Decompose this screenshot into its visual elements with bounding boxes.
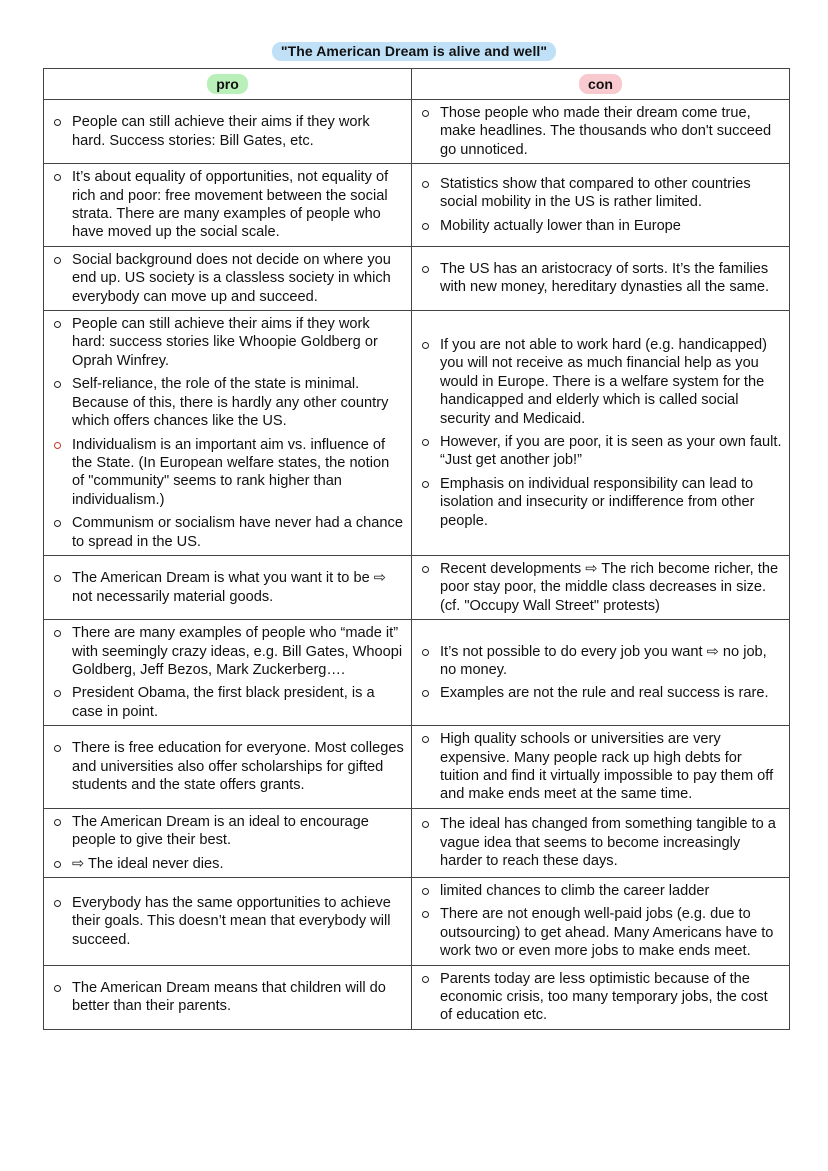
con-list	[420, 336, 783, 530]
list-item: Communism or socialism have never had a chance to spread in the US.	[52, 514, 405, 551]
list-item: High quality schools or universities are very expensive. Many people rack up high debts for tuition and find it virtually impossible to pay them off and make ends meet at the same time.	[420, 730, 783, 804]
con-cell	[412, 246, 790, 310]
con-list	[420, 882, 783, 961]
pro-cell	[44, 620, 412, 726]
con-header-label: con	[579, 74, 622, 94]
con-list	[420, 970, 783, 1025]
list-item: It’s not possible to do every job you want ⇨ no job, no money.	[420, 643, 783, 680]
pro-header-label: pro	[207, 74, 248, 94]
pro-cell	[44, 246, 412, 310]
pro-list	[52, 251, 405, 306]
list-item: People can still achieve their aims if they work hard: success stories like Whoopie Goldberg or Oprah Winfrey.	[52, 315, 405, 370]
list-item: Examples are not the rule and real success is rare.	[420, 684, 783, 702]
list-item: Recent developments ⇨ The rich become richer, the poor stay poor, the middle class decreases in size. (cf. "Occupy Wall Street" protests)	[420, 560, 783, 615]
con-cell	[412, 311, 790, 556]
table-row	[44, 878, 790, 966]
list-item: The American Dream is an ideal to encourage people to give their best.	[52, 813, 405, 850]
title-wrapper	[0, 42, 828, 61]
con-list	[420, 815, 783, 870]
table-row	[44, 965, 790, 1029]
pro-list	[52, 168, 405, 242]
pro-cell	[44, 100, 412, 164]
pro-list	[52, 894, 405, 949]
pro-cell	[44, 726, 412, 809]
list-item: Those people who made their dream come true, make headlines. The thousands who don't succeed go unnoticed.	[420, 104, 783, 159]
pro-list	[52, 739, 405, 794]
con-cell	[412, 620, 790, 726]
table-row	[44, 246, 790, 310]
table-header-row	[44, 69, 790, 100]
pro-list	[52, 315, 405, 551]
pro-column-header	[44, 69, 412, 100]
list-item: If you are not able to work hard (e.g. handicapped) you will not receive as much financial help as you would in Europe. There is a welfare system for the handicapped and elderly which is called social security and Medicaid.	[420, 336, 783, 428]
con-cell	[412, 808, 790, 877]
list-item: ⇨ The ideal never dies.	[52, 855, 405, 873]
table-body	[44, 100, 790, 1030]
con-cell	[412, 555, 790, 619]
con-list	[420, 643, 783, 703]
con-list	[420, 260, 783, 297]
pro-con-table	[43, 68, 790, 1030]
con-cell	[412, 164, 790, 247]
list-item: Self-reliance, the role of the state is minimal. Because of this, there is hardly any other country which offers chances like the US.	[52, 375, 405, 430]
table-row	[44, 808, 790, 877]
pro-cell	[44, 311, 412, 556]
con-cell	[412, 100, 790, 164]
page-title: "The American Dream is alive and well"	[272, 42, 556, 61]
list-item: President Obama, the first black president, is a case in point.	[52, 684, 405, 721]
list-item: The American Dream means that children will do better than their parents.	[52, 979, 405, 1016]
table-row	[44, 726, 790, 809]
list-item: It’s about equality of opportunities, not equality of rich and poor: free movement between the social strata. There are many examples of people who have moved up the social scale.	[52, 168, 405, 242]
table-row	[44, 620, 790, 726]
list-item: However, if you are poor, it is seen as your own fault. “Just get another job!”	[420, 433, 783, 470]
pro-cell	[44, 555, 412, 619]
list-item: Individualism is an important aim vs. influence of the State. (In European welfare states, the notion of "community" seems to rank higher than individualism.)	[52, 436, 405, 510]
con-column-header	[412, 69, 790, 100]
pro-list	[52, 624, 405, 721]
pro-cell	[44, 965, 412, 1029]
list-item: Everybody has the same opportunities to achieve their goals. This doesn’t mean that everybody will succeed.	[52, 894, 405, 949]
table-row	[44, 555, 790, 619]
list-item: There are many examples of people who “made it” with seemingly crazy ideas, e.g. Bill Gates, Whoopi Goldberg, Jeff Bezos, Mark Zuckerberg….	[52, 624, 405, 679]
con-cell	[412, 965, 790, 1029]
pro-list	[52, 813, 405, 873]
con-list	[420, 175, 783, 235]
list-item: Emphasis on individual responsibility can lead to isolation and insecurity or indifference from other people.	[420, 475, 783, 530]
con-cell	[412, 878, 790, 966]
con-cell	[412, 726, 790, 809]
list-item: There are not enough well-paid jobs (e.g. due to outsourcing) to get ahead. Many Americans have to work two or even more jobs to make ends meet.	[420, 905, 783, 960]
pro-list	[52, 113, 405, 150]
pro-cell	[44, 164, 412, 247]
list-item: Mobility actually lower than in Europe	[420, 217, 783, 235]
pro-list	[52, 569, 405, 606]
con-list	[420, 730, 783, 804]
list-item: There is free education for everyone. Most colleges and universities also offer scholarships for gifted students and the state offers grants.	[52, 739, 405, 794]
list-item: Social background does not decide on where you end up. US society is a classless society in which everybody can move up and succeed.	[52, 251, 405, 306]
list-item: Parents today are less optimistic because of the economic crisis, too many temporary jobs, the cost of education etc.	[420, 970, 783, 1025]
list-item: The American Dream is what you want it to be ⇨ not necessarily material goods.	[52, 569, 405, 606]
list-item: limited chances to climb the career ladder	[420, 882, 783, 900]
list-item: People can still achieve their aims if they work hard. Success stories: Bill Gates, etc.	[52, 113, 405, 150]
list-item: The ideal has changed from something tangible to a vague idea that seems to become increasingly harder to reach these days.	[420, 815, 783, 870]
list-item: The US has an aristocracy of sorts. It’s the families with new money, hereditary dynasties all the same.	[420, 260, 783, 297]
table-row	[44, 311, 790, 556]
pro-list	[52, 979, 405, 1016]
table-row	[44, 100, 790, 164]
con-list	[420, 104, 783, 159]
table-row	[44, 164, 790, 247]
pro-cell	[44, 878, 412, 966]
list-item: Statistics show that compared to other countries social mobility in the US is rather limited.	[420, 175, 783, 212]
pro-cell	[44, 808, 412, 877]
con-list	[420, 560, 783, 615]
